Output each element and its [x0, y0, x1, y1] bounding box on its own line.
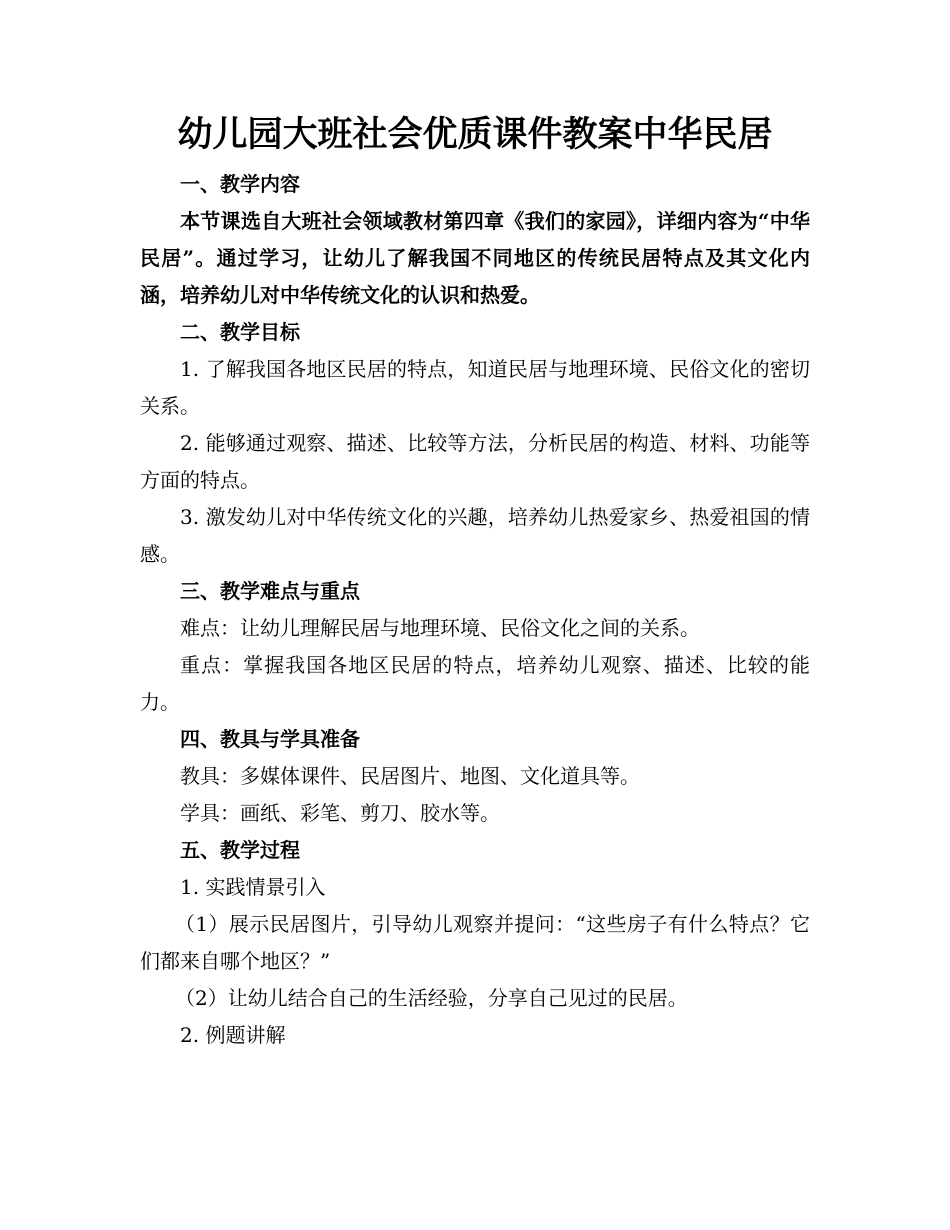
section-heading-key-points: 三、教学难点与重点 — [180, 579, 360, 603]
process-step-2: 2. 例题讲解 — [180, 1023, 286, 1047]
focus-paragraph: 重点：掌握我国各地区民居的特点，培养幼儿观察、描述、比较的能力。 — [140, 653, 810, 714]
process-step-1b: （2）让幼儿结合自己的生活经验，分享自己见过的民居。 — [175, 986, 688, 1010]
goal-item-3: 3. 激发幼儿对中华传统文化的兴趣，培养幼儿热爱家乡、热爱祖国的情感。 — [140, 505, 810, 566]
goal-item-1: 1. 了解我国各地区民居的特点，知道民居与地理环境、民俗文化的密切关系。 — [140, 357, 810, 418]
difficulty-paragraph: 难点：让幼儿理解民居与地理环境、民俗文化之间的关系。 — [180, 616, 700, 640]
section-heading-materials: 四、教具与学具准备 — [180, 727, 360, 751]
process-step-1a: （1）展示民居图片，引导幼儿观察并提问：“这些房子有什么特点？它们都来自哪个地区？” — [140, 912, 810, 973]
content-paragraph: 本节课选自大班社会领域教材第四章《我们的家园》，详细内容为“中华民居”。通过学习，让幼儿了解我国不同地区的传统民居特点及其文化内涵，培养幼儿对中华传统文化的认识和热爱。 — [140, 209, 810, 307]
section-heading-goals: 二、教学目标 — [180, 320, 300, 344]
document-title: 幼儿园大班社会优质课件教案中华民居 — [177, 114, 773, 155]
document-body — [140, 166, 810, 1054]
student-materials: 学具：画纸、彩笔、剪刀、胶水等。 — [180, 801, 500, 825]
process-step-1: 1. 实践情景引入 — [180, 875, 326, 899]
teacher-materials: 教具：多媒体课件、民居图片、地图、文化道具等。 — [180, 764, 640, 788]
section-heading-content: 一、教学内容 — [180, 172, 300, 196]
section-heading-process: 五、教学过程 — [180, 838, 300, 862]
goal-item-2: 2. 能够通过观察、描述、比较等方法，分析民居的构造、材料、功能等方面的特点。 — [140, 431, 810, 492]
